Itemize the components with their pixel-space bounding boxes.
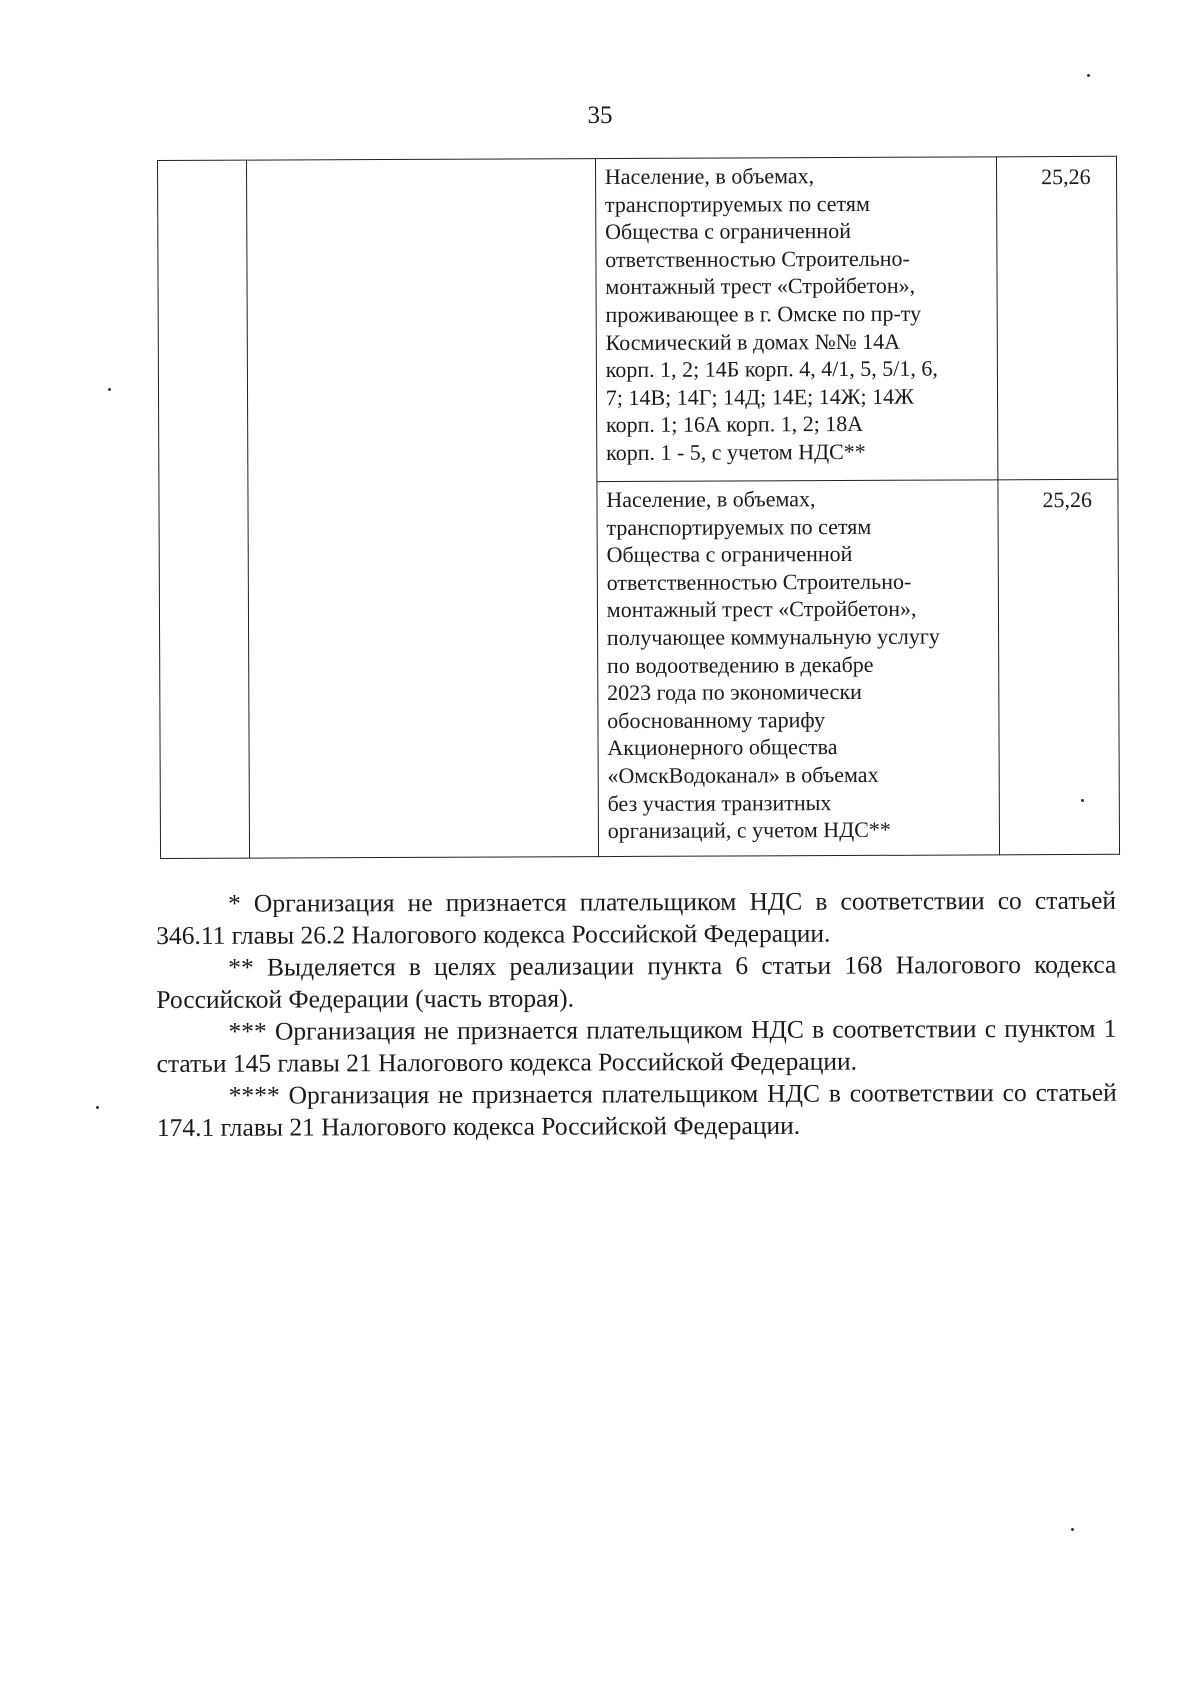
footnote: ** Выделяется в целях реализации пункта 6 статьи 168 Налогового кодекса Российской Федерации (часть вторая). <box>156 949 1117 1014</box>
scan-speck <box>108 388 111 391</box>
organization-name-cell <box>247 159 598 859</box>
row-number-cell <box>158 160 250 858</box>
page-number: 35 <box>587 102 613 129</box>
footnotes <box>156 885 1117 1144</box>
tariff-value-cell: 25,26 <box>997 156 1118 480</box>
tariff-table <box>157 156 1120 859</box>
scan-speck <box>1081 799 1084 802</box>
consumer-category-cell: Население, в объемах, транспортируемых по сетям Общества с ограниченной ответственностью Строительно- монтажный трест «Стройбетон», получающее коммунальную услугу по водоотведению в декабре 2023 года по экономически обоснованному тарифу Акционерного общества «ОмскВодоканал» в объемах без участия транзитных организаций, с учетом НДС** <box>597 480 1000 857</box>
tariff-value-cell: 25,26 <box>998 479 1119 855</box>
scan-speck <box>96 1106 99 1109</box>
consumer-category-cell: Население, в объемах, транспортируемых по сетям Общества с ограниченной ответственностью Строительно- монтажный трест «Стройбетон», проживающее в г. Омске по пр-ту Космический в домах №№ 14А корп. 1, 2; 14Б корп. 4, 4/1, 5, 5/1, 6, 7; 14В; 14Г; 14Д; 14Е; 14Ж; 14Ж корп. 1; 16А корп. 1, 2; 18А корп. 1 - 5, с учетом НДС** <box>595 157 998 482</box>
footnote: **** Организация не признается плательщиком НДС в соответствии со статьей 174.1 главы 21 Налогового кодекса Российской Федерации. <box>156 1077 1117 1142</box>
footnote: *** Организация не признается плательщиком НДС в соответствии с пунктом 1 статьи 145 главы 21 Налогового кодекса Российской Федерации. <box>156 1013 1117 1078</box>
scan-speck <box>1071 1528 1074 1531</box>
scan-speck <box>1087 74 1090 77</box>
table-row <box>158 156 1118 483</box>
footnote: * Организация не признается плательщиком НДС в соответствии со статьей 346.11 главы 26.2 Налогового кодекса Российской Федерации. <box>156 885 1117 950</box>
